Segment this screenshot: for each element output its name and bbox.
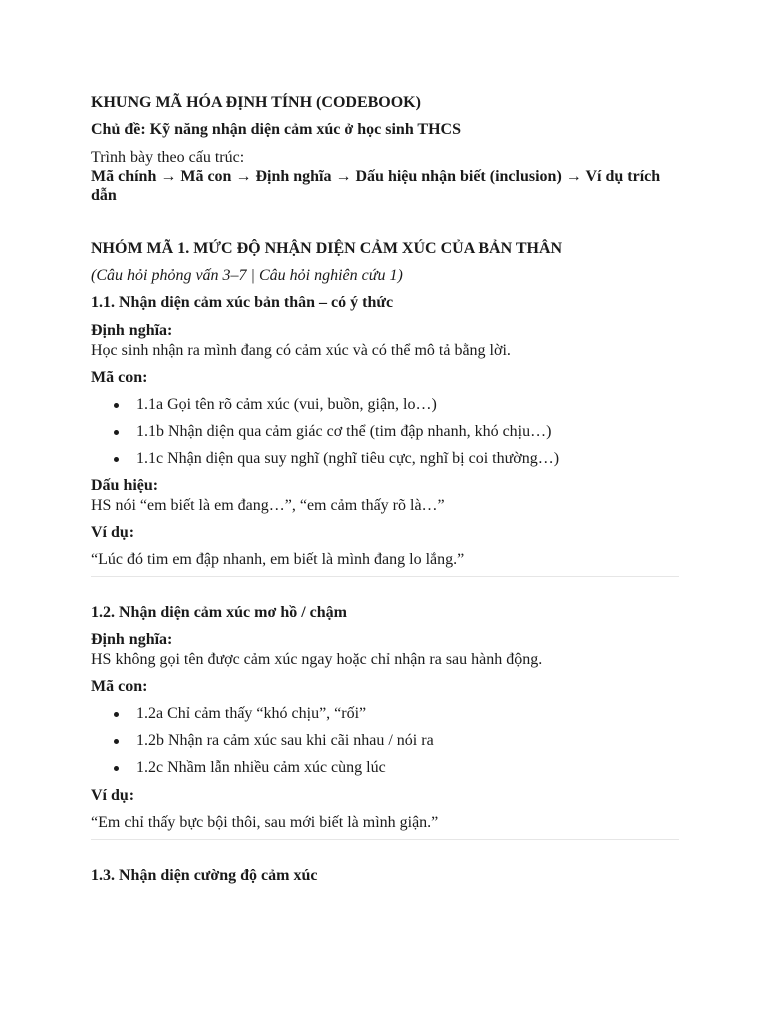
subcodes-label: Mã con:	[91, 678, 148, 695]
signs-text: HS nói “em biết là em đang…”, “em cảm thấy rõ là…”	[91, 497, 445, 514]
definition-text: Học sinh nhận ra mình đang có cảm xúc và có thể mô tả bằng lời.	[91, 342, 511, 359]
bullet-icon	[114, 430, 119, 435]
example-label: Ví dụ:	[91, 787, 135, 804]
section-title: 1.1. Nhận diện cảm xúc bản thân – có ý thức	[91, 294, 394, 311]
code-group-title: NHÓM MÃ 1. MỨC ĐỘ NHẬN DIỆN CẢM XÚC CỦA BẢN THÂN	[91, 240, 563, 257]
list-item-text: 1.2a Chỉ cảm thấy “khó chịu”, “rối”	[136, 705, 367, 722]
list-item-text: 1.1c Nhận diện qua suy nghĩ (nghĩ tiêu cực, nghĩ bị coi thường…)	[136, 450, 560, 467]
signs-label: Dấu hiệu:	[91, 477, 159, 494]
section-title: 1.2. Nhận diện cảm xúc mơ hồ / chậm	[91, 604, 347, 621]
bullet-icon	[114, 739, 119, 744]
bullet-icon	[114, 766, 119, 771]
section-divider	[91, 839, 679, 840]
example-label: Ví dụ:	[91, 524, 135, 541]
code-group-note: (Câu hỏi phỏng vấn 3–7 | Câu hỏi nghiên cứu 1)	[91, 267, 403, 284]
structure-body: Mã chính → Mã con → Định nghĩa → Dấu hiệu nhận biết (inclusion) → Ví dụ trích dẫn	[91, 168, 661, 204]
definition-text: HS không gọi tên được cảm xúc ngay hoặc chỉ nhận ra sau hành động.	[91, 651, 543, 668]
bullet-icon	[114, 403, 119, 408]
definition-label: Định nghĩa:	[91, 322, 173, 339]
section-divider	[91, 576, 679, 577]
list-item-text: 1.2c Nhầm lẫn nhiều cảm xúc cùng lúc	[136, 759, 386, 776]
list-item-text: 1.2b Nhận ra cảm xúc sau khi cãi nhau / nói ra	[136, 732, 434, 749]
structure-intro: Trình bày theo cấu trúc:	[91, 149, 245, 166]
definition-label: Định nghĩa:	[91, 631, 173, 648]
example-quote: “Em chỉ thấy bực bội thôi, sau mới biết là mình giận.”	[91, 814, 439, 831]
subcodes-label: Mã con:	[91, 369, 148, 386]
document-title: KHUNG MÃ HÓA ĐỊNH TÍNH (CODEBOOK)	[91, 94, 421, 111]
topic-line: Chủ đề: Kỹ năng nhận diện cảm xúc ở học sinh THCS	[91, 121, 461, 138]
list-item-text: 1.1b Nhận diện qua cảm giác cơ thể (tim đập nhanh, khó chịu…)	[136, 423, 552, 440]
example-quote: “Lúc đó tim em đập nhanh, em biết là mình đang lo lắng.”	[91, 551, 465, 568]
list-item-text: 1.1a Gọi tên rõ cảm xúc (vui, buồn, giận, lo…)	[136, 396, 437, 413]
section-title: 1.3. Nhận diện cường độ cảm xúc	[91, 867, 318, 884]
bullet-icon	[114, 712, 119, 717]
bullet-icon	[114, 457, 119, 462]
